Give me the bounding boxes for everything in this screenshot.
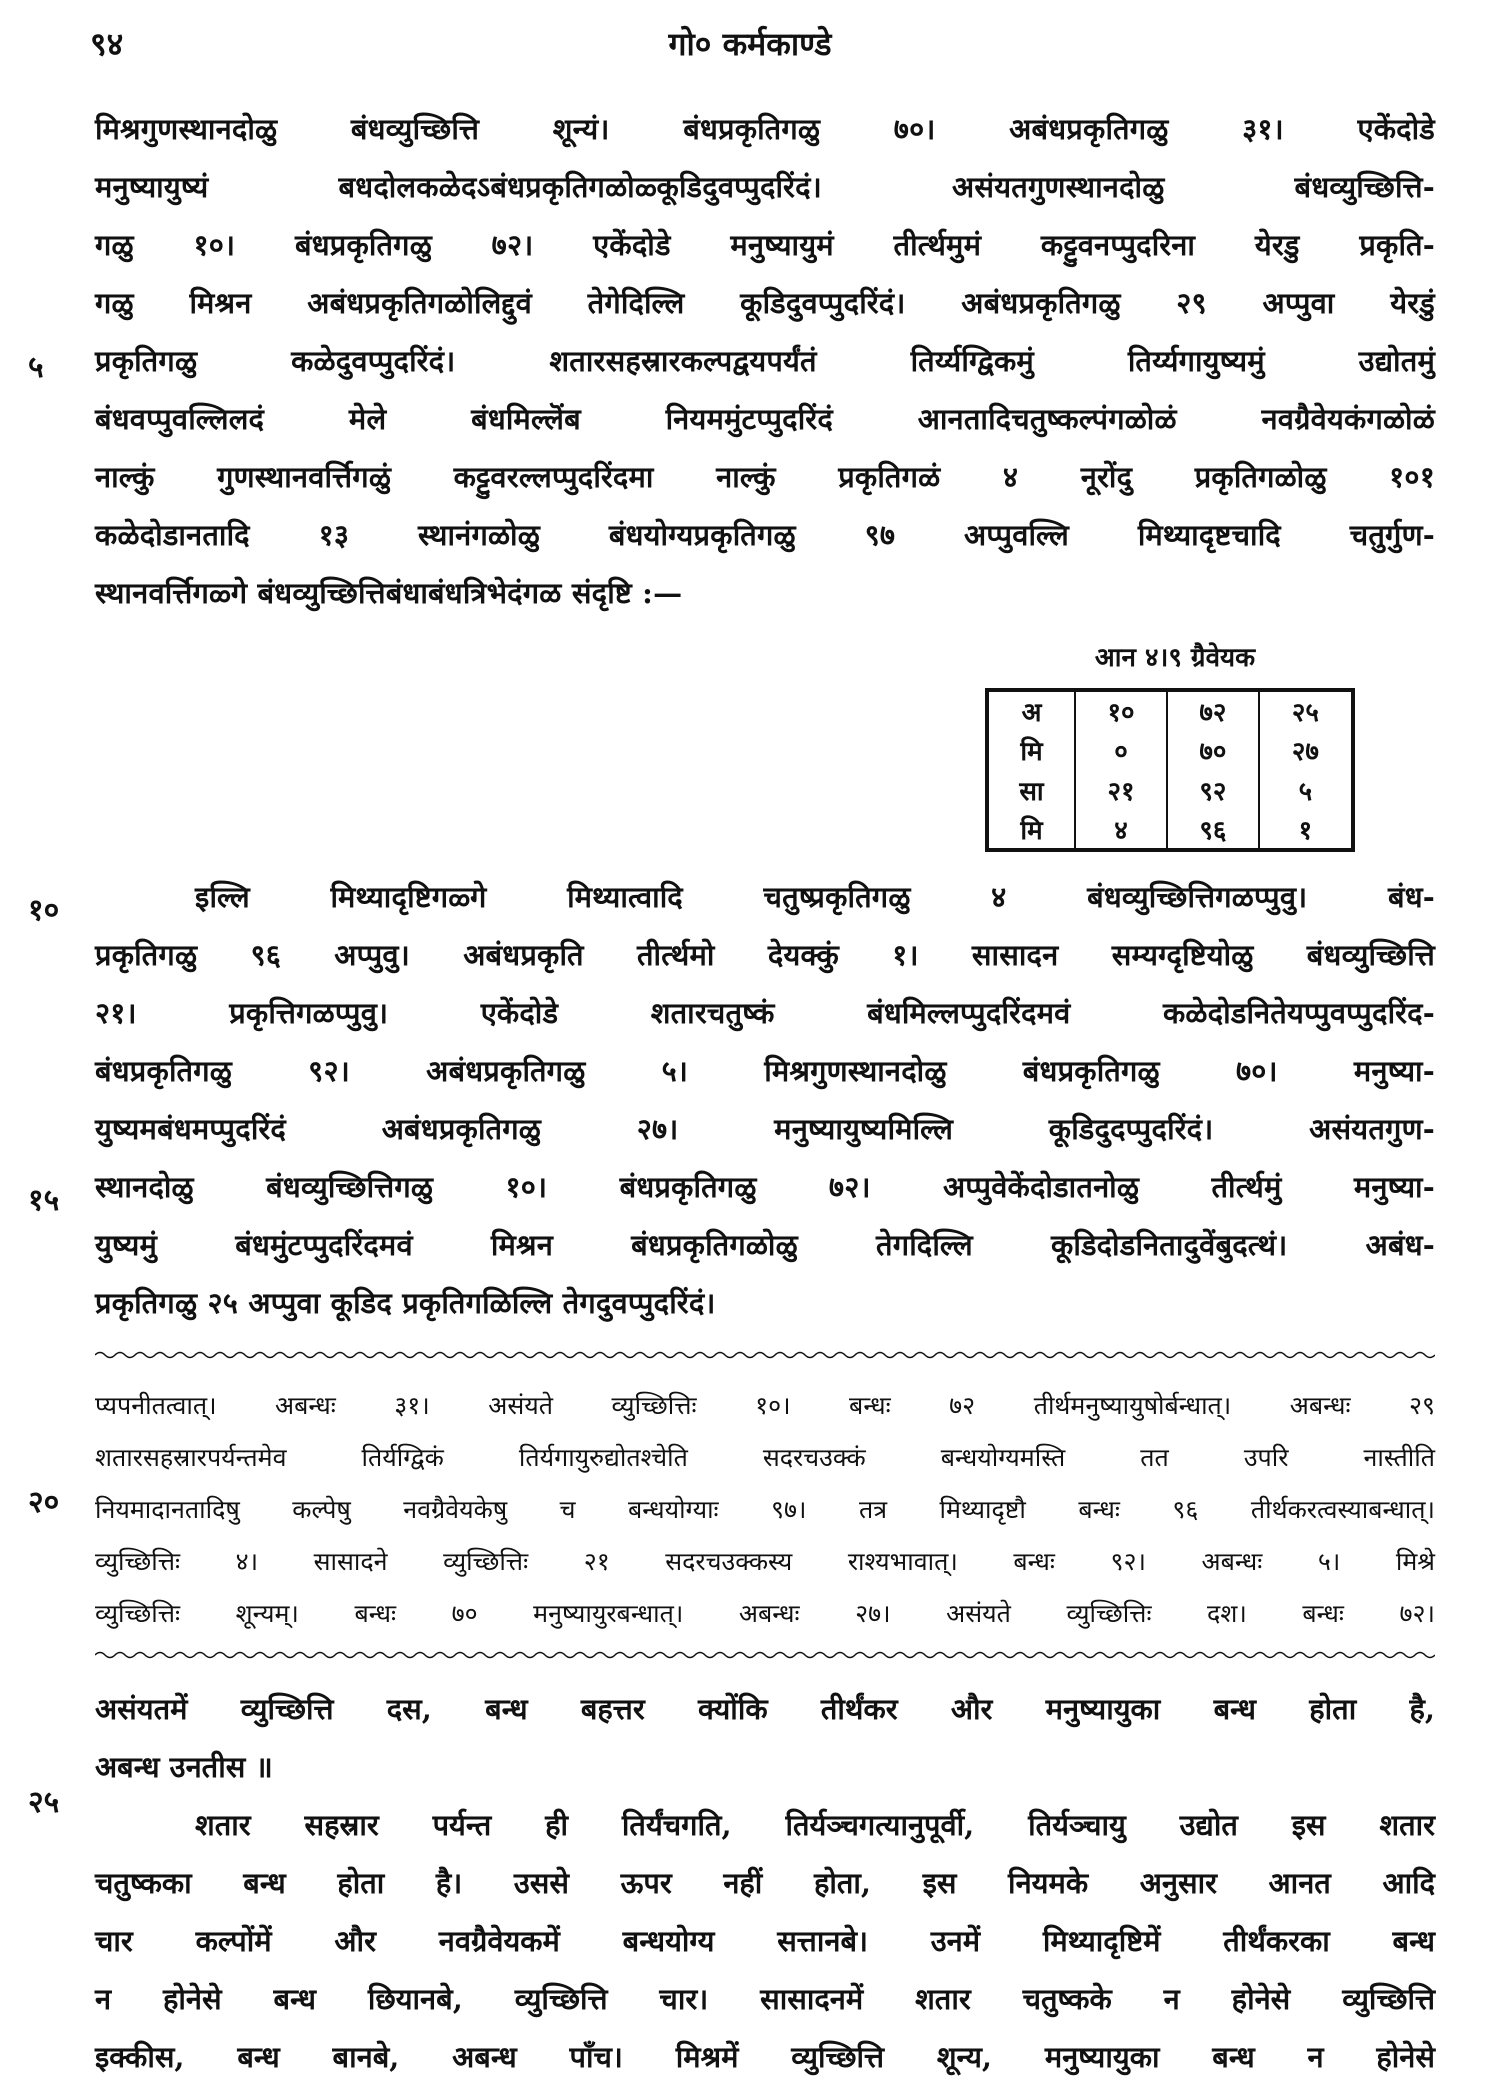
text-line: असंयतमें व्युच्छित्ति दस, बन्ध बहत्तर क्योंकि तीर्थंकर और मनुष्यायुका बन्ध होता है, (95, 1692, 1435, 1726)
table-row (987, 730, 1353, 770)
text-line: बंधप्रकृतिगळु ९२। अबंधप्रकृतिगळु ५। मिश्रगुणस्थानदोळु बंधप्रकृतिगळु ७०। मनुष्या- (95, 1054, 1435, 1088)
page-number: ९४ (90, 25, 124, 63)
text-line: युष्यमबंधमप्पुदरिंदं अबंधप्रकृतिगळु २७। मनुष्यायुष्यमिल्लि कूडिदुदप्पुदरिंदं। असंयतगुण- (95, 1112, 1435, 1146)
table-row (987, 770, 1353, 810)
table-cell: ७० (1167, 730, 1259, 770)
table-cell: २५ (1259, 690, 1353, 730)
text-line: न होनेसे बन्ध छियानबे, व्युच्छित्ति चार। सासादनमें शतार चतुष्कके न होनेसे व्युच्छित्ति (95, 1982, 1435, 2016)
table-cell: २७ (1291, 737, 1319, 767)
text-line: प्रकृतिगळु कळेदुवप्पुदरिंदं। शतारसहस्रारकल्पद्वयपर्यंतं तिर्य्यग्द्विकमुं तिर्य्यगायुष्यमुं उद्योतमुं (95, 344, 1435, 378)
margin-line-number: २० (28, 1485, 60, 1520)
sanskrit-commentary (95, 1380, 1435, 1640)
margin-line-number: १० (28, 893, 60, 928)
table-row (987, 810, 1353, 850)
wavy-separator (95, 1350, 1435, 1360)
running-title: गो० कर्मकाण्डे (668, 25, 832, 63)
table-cell: १ (1259, 810, 1353, 850)
text-line: इक्कीस, बन्ध बानबे, अबन्ध पाँच। मिश्रमें व्युच्छित्ति शून्य, मनुष्यायुका बन्ध न होनेसे (95, 2040, 1435, 2074)
table-cell: ७२ (1167, 690, 1259, 730)
text-line: युष्यमुं बंधमुंटप्पुदरिंदमवं मिश्रन बंधप्रकृतिगळोळु तेगदिल्लि कूडिदोडनितादुवेंबुदत्थं। अबंध- (95, 1228, 1435, 1262)
table-cell: ५ (1298, 777, 1313, 807)
table-cell: ० (1075, 730, 1167, 770)
table-cell: सा (987, 770, 1075, 810)
table-cell: ९२ (1167, 770, 1259, 810)
margin-line-number: २५ (28, 1785, 60, 1820)
kannada-commentary-paragraph-1 (95, 100, 1435, 622)
text-line: मिश्रगुणस्थानदोळु बंधव्युच्छित्ति शून्यं। बंधप्रकृतिगळु ७०। अबंधप्रकृतिगळु ३१। एकेंदोडे (95, 112, 1435, 146)
text-line: व्युच्छित्तिः शून्यम्। बन्धः ७० मनुष्यायुरबन्धात्। अबन्धः २७। असंयते व्युच्छित्तिः दश। बन्धः ७२। (95, 1599, 1435, 1628)
text-line: स्थानवर्त्तिगळ्गे बंधव्युच्छित्तिबंधाबंधत्रिभेदंगळ संदृष्टि :— (95, 576, 683, 610)
text-line: गळु मिश्रन अबंधप्रकृतिगळोलिद्दुवं तेगेदिल्लि कूडिदुवप्पुदरिंदं। अबंधप्रकृतिगळु २९ अप्पुवा येरडुं (95, 286, 1435, 320)
table-cell: १० (1075, 690, 1167, 730)
text-line: नाल्कुं गुणस्थानवर्त्तिगळुं कट्टुवरल्लप्पुदरिंदमा नाल्कुं प्रकृतिगळं ४ नूरोंदु प्रकृतिगळोळु १०१ (95, 460, 1435, 494)
wavy-separator (95, 1650, 1435, 1660)
text-line: शतार सहस्रार पर्यन्त ही तिर्यंचगति, तिर्यञ्चगत्यानुपूर्वी, तिर्यञ्चायु उद्योत इस शतार (195, 1808, 1435, 1842)
text-line: नियमादानतादिषु कल्पेषु नवग्रैवेयकेषु च बन्धयोग्याः ९७। तत्र मिथ्यादृष्टौ बन्धः ९६ तीर्थकरत्वस्याबन्धात्। (95, 1495, 1435, 1524)
text-line: गळु १०। बंधप्रकृतिगळु ७२। एकेंदोडे मनुष्यायुमं तीर्त्थमुमं कट्टुवनप्पुदरिना येरडु प्रकृति- (95, 228, 1435, 262)
text-line: बंधवप्पुवल्लिलदं मेले बंधमिल्लॆंब नियममुंटप्पुदरिंदं आनतादिचतुष्कल्पंगळोळं नवग्रैवेयकंगळोळं (95, 402, 1435, 436)
text-line: अबन्ध उनतीस ॥ (95, 1750, 273, 1784)
text-line: प्रकृतिगळु २५ अप्पुवा कूडिद प्रकृतिगळिल्लि तेगदुवप्पुदरिंदं। (95, 1286, 716, 1320)
text-line: मनुष्यायुष्यं बधदोलकळेदऽबंधप्रकृतिगळोळ्कूडिदुवप्पुदरिंदं। असंयतगुणस्थानदोळु बंधव्युच्छित्ति- (95, 170, 1435, 204)
hindi-translation (95, 1680, 1435, 2086)
margin-line-number: १५ (28, 1183, 60, 1218)
table-cell: मि (987, 730, 1075, 770)
text-line: प्यपनीतत्वात्। अबन्धः ३१। असंयते व्युच्छित्तिः १०। बन्धः ७२ तीर्थमनुष्यायुषोर्बन्धात्। अबन्धः २९ (95, 1391, 1435, 1420)
kannada-commentary-paragraph-2 (95, 868, 1435, 1332)
table-row (987, 690, 1353, 730)
text-line: इल्लि मिथ्यादृष्टिगळ्गे मिथ्यात्वादि चतुष्प्रकृतिगळु ४ बंधव्युच्छित्तिगळप्पुवु। बंध- (195, 880, 1435, 914)
table-title: आन ४।९ ग्रैवेयक (1094, 643, 1256, 673)
text-line: प्रकृतिगळु ९६ अप्पुवु। अबंधप्रकृति तीर्त्थमो देयक्कुं १। सासादन सम्यग्दृष्टियोळु बंधव्युच्छित्ति (95, 938, 1435, 972)
text-line: स्थानदोळु बंधव्युच्छित्तिगळु १०। बंधप्रकृतिगळु ७२। अप्पुवेकेंदोडातनोळु तीर्त्थमुं मनुष्या- (95, 1170, 1435, 1204)
text-line: २१। प्रकृत्तिगळप्पुवु। एकेंदोडे शतारचतुष्कं बंधमिल्लप्पुदरिंदमवं कळेदोडनितेयप्पुवप्पुदरिंद- (95, 996, 1435, 1030)
text-line: व्युच्छित्तिः ४। सासादने व्युच्छित्तिः २१ सदरचउक्कस्य राश्यभावात्। बन्धः ९२। अबन्धः ५। मिश्रे (95, 1547, 1435, 1576)
text-line: चार कल्पोंमें और नवग्रैवेयकमें बन्धयोग्य सत्तानबे। उनमें मिथ्यादृष्टिमें तीर्थंकरका बन्ध (95, 1924, 1435, 1958)
table-cell: २१ (1075, 770, 1167, 810)
table-cell: ४ (1075, 810, 1167, 850)
table-cell: अ (987, 690, 1075, 730)
table-cell: ९६ (1167, 810, 1259, 850)
text-line: शतारसहस्रारपर्यन्तमेव तिर्यग्द्विकं तिर्यगायुरुद्योतश्चेति सदरचउक्कं बन्धयोग्यमस्ति तत उपरि नास्तीति (95, 1443, 1435, 1472)
margin-line-number: ५ (28, 350, 44, 385)
bandha-table (985, 688, 1355, 852)
text-line: चतुष्कका बन्ध होता है। उससे ऊपर नहीं होता, इस नियमके अनुसार आनत आदि (95, 1866, 1435, 1900)
table-cell: मि (987, 810, 1075, 850)
text-line: कळेदोडानतादि १३ स्थानंगळोळु बंधयोग्यप्रकृतिगळु ९७ अप्पुवल्लि मिथ्यादृष्टचादि चतुर्गुण- (95, 518, 1435, 552)
